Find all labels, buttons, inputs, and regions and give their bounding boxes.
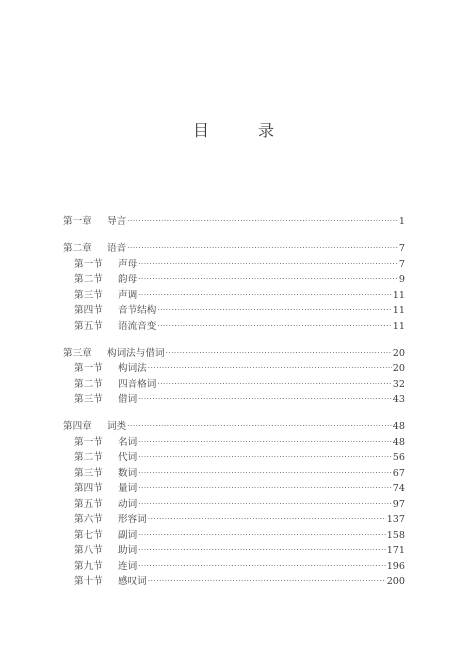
toc-number: 第八节 [74,545,103,556]
toc-row-section [63,496,405,512]
toc-leader-dots [138,531,386,539]
toc-number: 第六节 [74,514,103,525]
toc-page: 11 [392,320,405,332]
toc-row-section [63,511,405,527]
page-title: 目 录 [192,121,297,140]
toc-text: 数词 [118,467,138,479]
toc-leader-dots [166,349,392,357]
toc-text: 韵母 [118,274,138,285]
toc-number: 第二节 [74,274,103,285]
toc-number: 第二节 [74,378,103,390]
toc-row-chapter [63,213,405,229]
toc-leader-dots [127,217,398,225]
toc-page: 97 [392,498,405,510]
toc-leader-dots [138,453,392,461]
toc-row-section [63,542,405,558]
toc-page: 9 [398,274,405,285]
toc-number: 第二章 [63,243,92,254]
toc-text: 声调 [118,289,138,301]
toc-page: 48 [392,421,405,432]
toc-row-section [63,573,405,589]
toc-leader-dots [138,291,392,299]
toc-number: 第三章 [63,347,92,359]
toc-text: 音节结构 [118,305,157,316]
toc-leader-dots [138,562,386,570]
toc-text: 声母 [118,258,138,270]
toc-row-chapter [63,345,405,361]
toc-number: 第一节 [74,436,103,448]
toc-number: 第三节 [74,394,103,405]
toc-row-section [63,449,405,465]
toc-page: 20 [392,347,405,359]
toc-text: 语音 [107,243,127,254]
toc-text: 借词 [118,394,138,405]
toc-page: 20 [392,363,405,374]
table-of-contents [63,213,405,589]
toc-text: 连词 [118,560,138,572]
toc-text: 词类 [107,421,127,432]
toc-row-section [63,271,405,287]
toc-row-section [63,391,405,407]
toc-page: 67 [392,467,405,479]
toc-text: 构词法与借词 [107,347,165,359]
toc-text: 语流音变 [118,320,157,332]
toc-leader-dots [157,380,391,388]
toc-page: 11 [392,305,405,316]
toc-text: 导言 [107,216,127,227]
toc-number: 第九节 [74,560,103,572]
toc-row-section [63,465,405,481]
toc-text: 代词 [118,452,138,463]
toc-number: 第三节 [74,467,103,479]
toc-text: 形容词 [118,514,147,525]
toc-leader-dots [138,500,392,508]
toc-number: 第一节 [74,363,103,374]
toc-text: 助词 [118,545,138,556]
toc-page: 1 [398,216,405,227]
toc-leader-dots [148,515,386,523]
toc-page: 43 [392,394,405,405]
toc-row-section [63,527,405,543]
toc-leader-dots [138,275,398,283]
toc-page: 32 [392,378,405,390]
toc-number: 第四节 [74,305,103,316]
toc-leader-dots [138,395,392,403]
toc-page: 7 [398,258,405,270]
toc-leader-dots [148,577,386,585]
toc-number: 第二节 [74,452,103,463]
toc-page: 11 [392,289,405,301]
toc-number: 第七节 [74,529,103,541]
toc-number: 第四节 [74,483,103,494]
toc-row-section [63,558,405,574]
toc-number: 第五节 [74,498,103,510]
toc-leader-dots [127,244,398,252]
toc-leader-dots [138,484,392,492]
toc-leader-dots [138,546,386,554]
toc-row-section [63,376,405,392]
toc-number: 第五节 [74,320,103,332]
toc-leader-dots [127,422,392,430]
toc-row-section [63,302,405,318]
toc-number: 第四章 [63,421,92,432]
toc-text: 副词 [118,529,138,541]
toc-page: 196 [386,560,405,572]
toc-row-section [63,434,405,450]
toc-leader-dots [138,438,392,446]
toc-leader-dots [157,306,391,314]
toc-row-chapter [63,240,405,256]
toc-row-section [63,287,405,303]
toc-text: 动词 [118,498,138,510]
toc-text: 名词 [118,436,138,448]
toc-text: 量词 [118,483,138,494]
toc-number: 第三节 [74,289,103,301]
toc-page: 56 [392,452,405,463]
toc-leader-dots [138,260,398,268]
toc-page: 74 [392,483,405,494]
toc-row-section [63,318,405,334]
toc-row-section [63,256,405,272]
toc-number: 第一节 [74,258,103,270]
toc-number: 第十节 [74,576,103,587]
toc-text: 四音格词 [118,378,157,390]
toc-page: 171 [386,545,405,556]
toc-text: 感叹词 [118,576,147,587]
toc-row-section [63,480,405,496]
toc-text: 构词法 [118,363,147,374]
toc-page: 200 [386,576,405,587]
toc-leader-dots [148,364,392,372]
toc-number: 第一章 [63,216,92,227]
toc-page: 158 [386,529,405,541]
toc-row-chapter [63,418,405,434]
toc-page: 48 [392,436,405,448]
toc-page: 137 [386,514,405,525]
toc-leader-dots [138,469,392,477]
toc-leader-dots [157,322,391,330]
toc-page: 7 [398,243,405,254]
toc-row-section [63,360,405,376]
